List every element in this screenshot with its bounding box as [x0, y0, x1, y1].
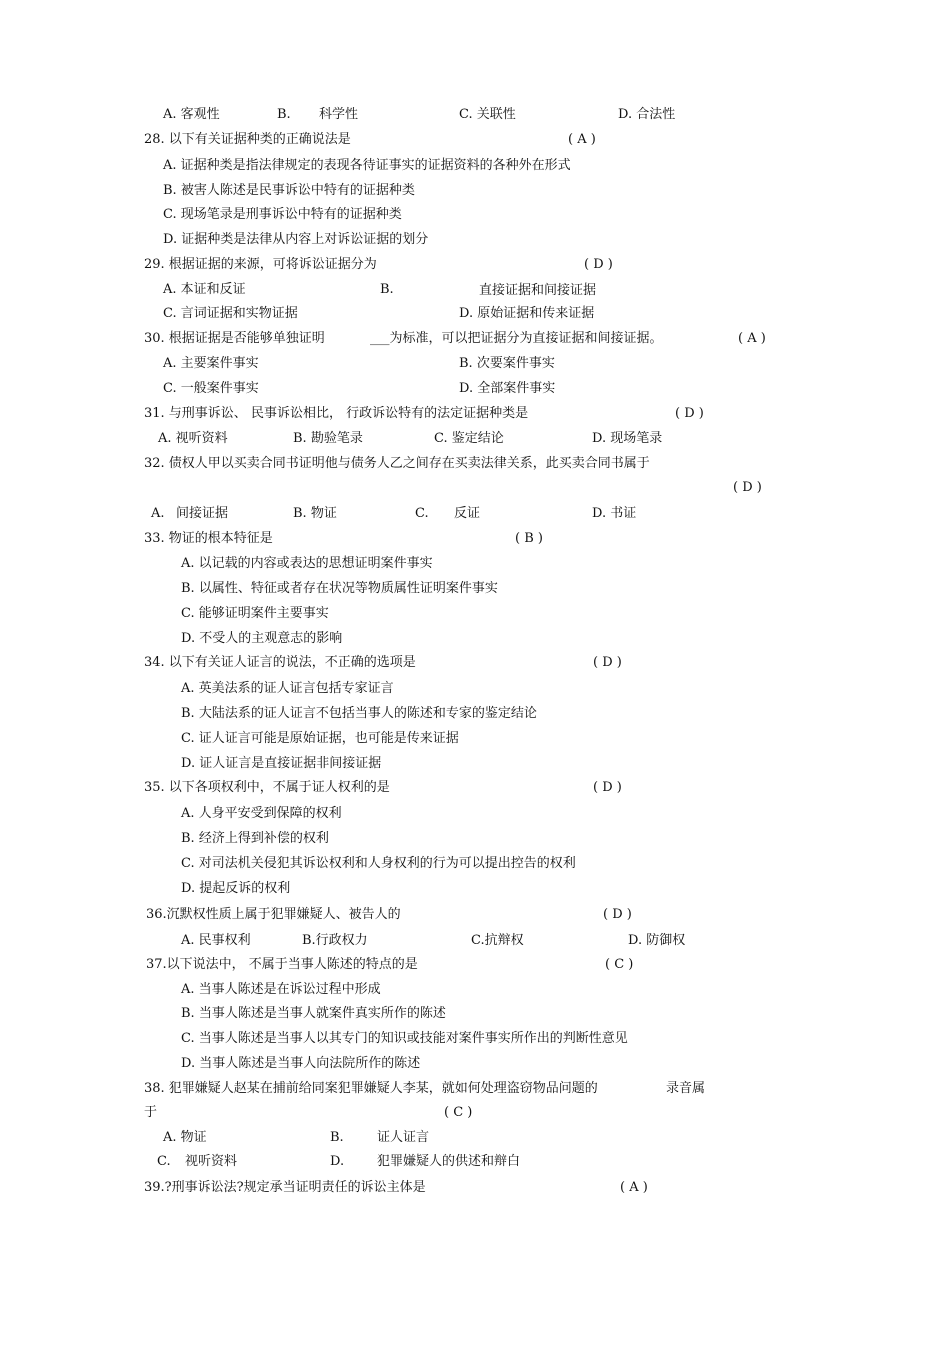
q29-option-c: C. 言词证据和实物证据 [163, 306, 298, 321]
q38-option-b-letter: B. [330, 1130, 344, 1145]
q36-answer: ( D ) [603, 907, 632, 922]
q32-option-c: 反证 [454, 506, 481, 521]
q31-stem: 31. 与刑事诉讼、 民事诉讼相比， 行政诉讼特有的法定证据种类是 [144, 406, 529, 421]
q28-answer: ( A ) [568, 132, 596, 147]
q32-option-a: 间接证据 [176, 506, 229, 521]
q36-option-d: D. 防御权 [628, 933, 686, 948]
q27-option-b: 科学性 [319, 107, 359, 122]
q31-option-a: A. 视听资料 [158, 431, 228, 446]
q31-answer: ( D ) [675, 406, 704, 421]
q33-option-c: C. 能够证明案件主要事实 [181, 606, 329, 621]
q32-option-b: B. 物证 [293, 506, 337, 521]
q36-option-c: C.抗辩权 [471, 933, 524, 948]
q35-option-d: D. 提起反诉的权利 [181, 881, 291, 896]
q30-option-c: C. 一般案件事实 [163, 381, 259, 396]
q37-option-c: C. 当事人陈述是当事人以其专门的知识或技能对案件事实所作出的判断性意见 [181, 1031, 628, 1046]
q36-option-a: A. 民事权利 [181, 933, 251, 948]
q28-option-a: A. 证据种类是指法律规定的表现各待证事实的证据资料的各种外在形式 [163, 158, 571, 173]
q29-option-a: A. 本证和反证 [163, 282, 246, 297]
q30-option-b: B. 次要案件事实 [459, 356, 555, 371]
q37-option-d: D. 当事人陈述是当事人向法院所作的陈述 [181, 1056, 421, 1071]
q33-answer: ( B ) [515, 531, 543, 546]
q27-option-b-letter: B. [277, 107, 291, 122]
q35-option-c: C. 对司法机关侵犯其诉讼权利和人身权利的行为可以提出控告的权利 [181, 856, 576, 871]
q31-option-b: B. 勘验笔录 [293, 431, 363, 446]
q27-option-c: C. 关联性 [459, 107, 516, 122]
q30-stem-blank: ___为标准，可以把证据分为直接证据和间接证据。 [370, 331, 663, 346]
q34-stem: 34. 以下有关证人证言的说法，不正确的选项是 [144, 655, 416, 670]
q29-answer: ( D ) [584, 257, 613, 272]
q29-option-b-letter: B. [380, 282, 394, 297]
q38-option-c-letter: C. [157, 1154, 171, 1169]
q27-option-d: D. 合法性 [618, 107, 676, 122]
q37-option-b: B. 当事人陈述是当事人就案件真实所作的陈述 [181, 1006, 446, 1021]
q36-option-b: B.行政权力 [302, 933, 368, 948]
q28-option-c: C. 现场笔录是刑事诉讼中特有的证据种类 [163, 207, 402, 222]
q36-stem: 36.沉默权性质上属于犯罪嫌疑人、被告人的 [146, 907, 401, 922]
q38-stem-line2: 于 [144, 1105, 158, 1120]
q38-answer: ( C ) [444, 1105, 473, 1120]
q32-stem: 32. 债权人甲以买卖合同书证明他与债务人乙之间存在买卖法律关系，此买卖合同书属于 [144, 456, 650, 471]
q30-answer: ( A ) [738, 331, 766, 346]
q30-stem: 30. 根据证据是否能够单独证明 [144, 331, 325, 346]
q31-option-c: C. 鉴定结论 [434, 431, 504, 446]
q34-answer: ( D ) [593, 655, 622, 670]
q35-option-b: B. 经济上得到补偿的权利 [181, 831, 329, 846]
q39-stem: 39.?刑事诉讼法?规定承当证明责任的诉讼主体是 [144, 1180, 426, 1195]
q37-stem: 37.以下说法中， 不属于当事人陈述的特点的是 [146, 957, 418, 972]
q32-answer: ( D ) [733, 480, 762, 495]
q27-option-a: A. 客观性 [163, 107, 220, 122]
q28-option-d: D. 证据种类是法律从内容上对诉讼证据的划分 [163, 232, 429, 247]
q32-option-d: D. 书证 [592, 506, 637, 521]
q28-stem: 28. 以下有关证据种类的正确说法是 [144, 132, 351, 147]
q37-answer: ( C ) [605, 957, 634, 972]
q34-option-d: D. 证人证言是直接证据非间接证据 [181, 756, 382, 771]
q38-option-d-letter: D. [330, 1154, 345, 1169]
q37-option-a: A. 当事人陈述是在诉讼过程中形成 [181, 982, 381, 997]
q33-option-b: B. 以属性、特征或者存在状况等物质属性证明案件事实 [181, 581, 498, 596]
q29-stem: 29. 根据证据的来源，可将诉讼证据分为 [144, 257, 377, 272]
q33-stem: 33. 物证的根本特征是 [144, 531, 273, 546]
q34-option-a: A. 英美法系的证人证言包括专家证言 [181, 681, 394, 696]
q30-option-d: D. 全部案件事实 [459, 381, 556, 396]
q34-option-b: B. 大陆法系的证人证言不包括当事人的陈述和专家的鉴定结论 [181, 706, 537, 721]
q35-answer: ( D ) [593, 780, 622, 795]
q32-option-a-letter: A. [151, 506, 165, 521]
q29-option-d: D. 原始证据和传来证据 [459, 306, 595, 321]
q38-stem-end: 录音属 [666, 1081, 706, 1096]
q32-option-c-letter: C. [415, 506, 429, 521]
q29-option-b: 直接证据和间接证据 [479, 283, 597, 298]
q33-option-a: A. 以记载的内容或表达的思想证明案件事实 [181, 556, 433, 571]
q38-option-b: 证人证言 [377, 1130, 430, 1145]
q35-stem: 35. 以下各项权利中，不属于证人权利的是 [144, 780, 390, 795]
q28-option-b: B. 被害人陈述是民事诉讼中特有的证据种类 [163, 183, 415, 198]
q38-option-d: 犯罪嫌疑人的供述和辩白 [377, 1154, 521, 1169]
q38-option-c: 视听资料 [185, 1154, 238, 1169]
q31-option-d: D. 现场笔录 [592, 431, 663, 446]
q38-stem: 38. 犯罪嫌疑人赵某在捕前给同案犯罪嫌疑人李某，就如何处理盗窃物品问题的 [144, 1081, 598, 1096]
q34-option-c: C. 证人证言可能是原始证据，也可能是传来证据 [181, 731, 459, 746]
q39-answer: ( A ) [620, 1180, 648, 1195]
q38-option-a: A. 物证 [163, 1130, 207, 1145]
q35-option-a: A. 人身平安受到保障的权利 [181, 806, 342, 821]
q30-option-a: A. 主要案件事实 [163, 356, 259, 371]
q33-option-d: D. 不受人的主观意志的影响 [181, 631, 343, 646]
